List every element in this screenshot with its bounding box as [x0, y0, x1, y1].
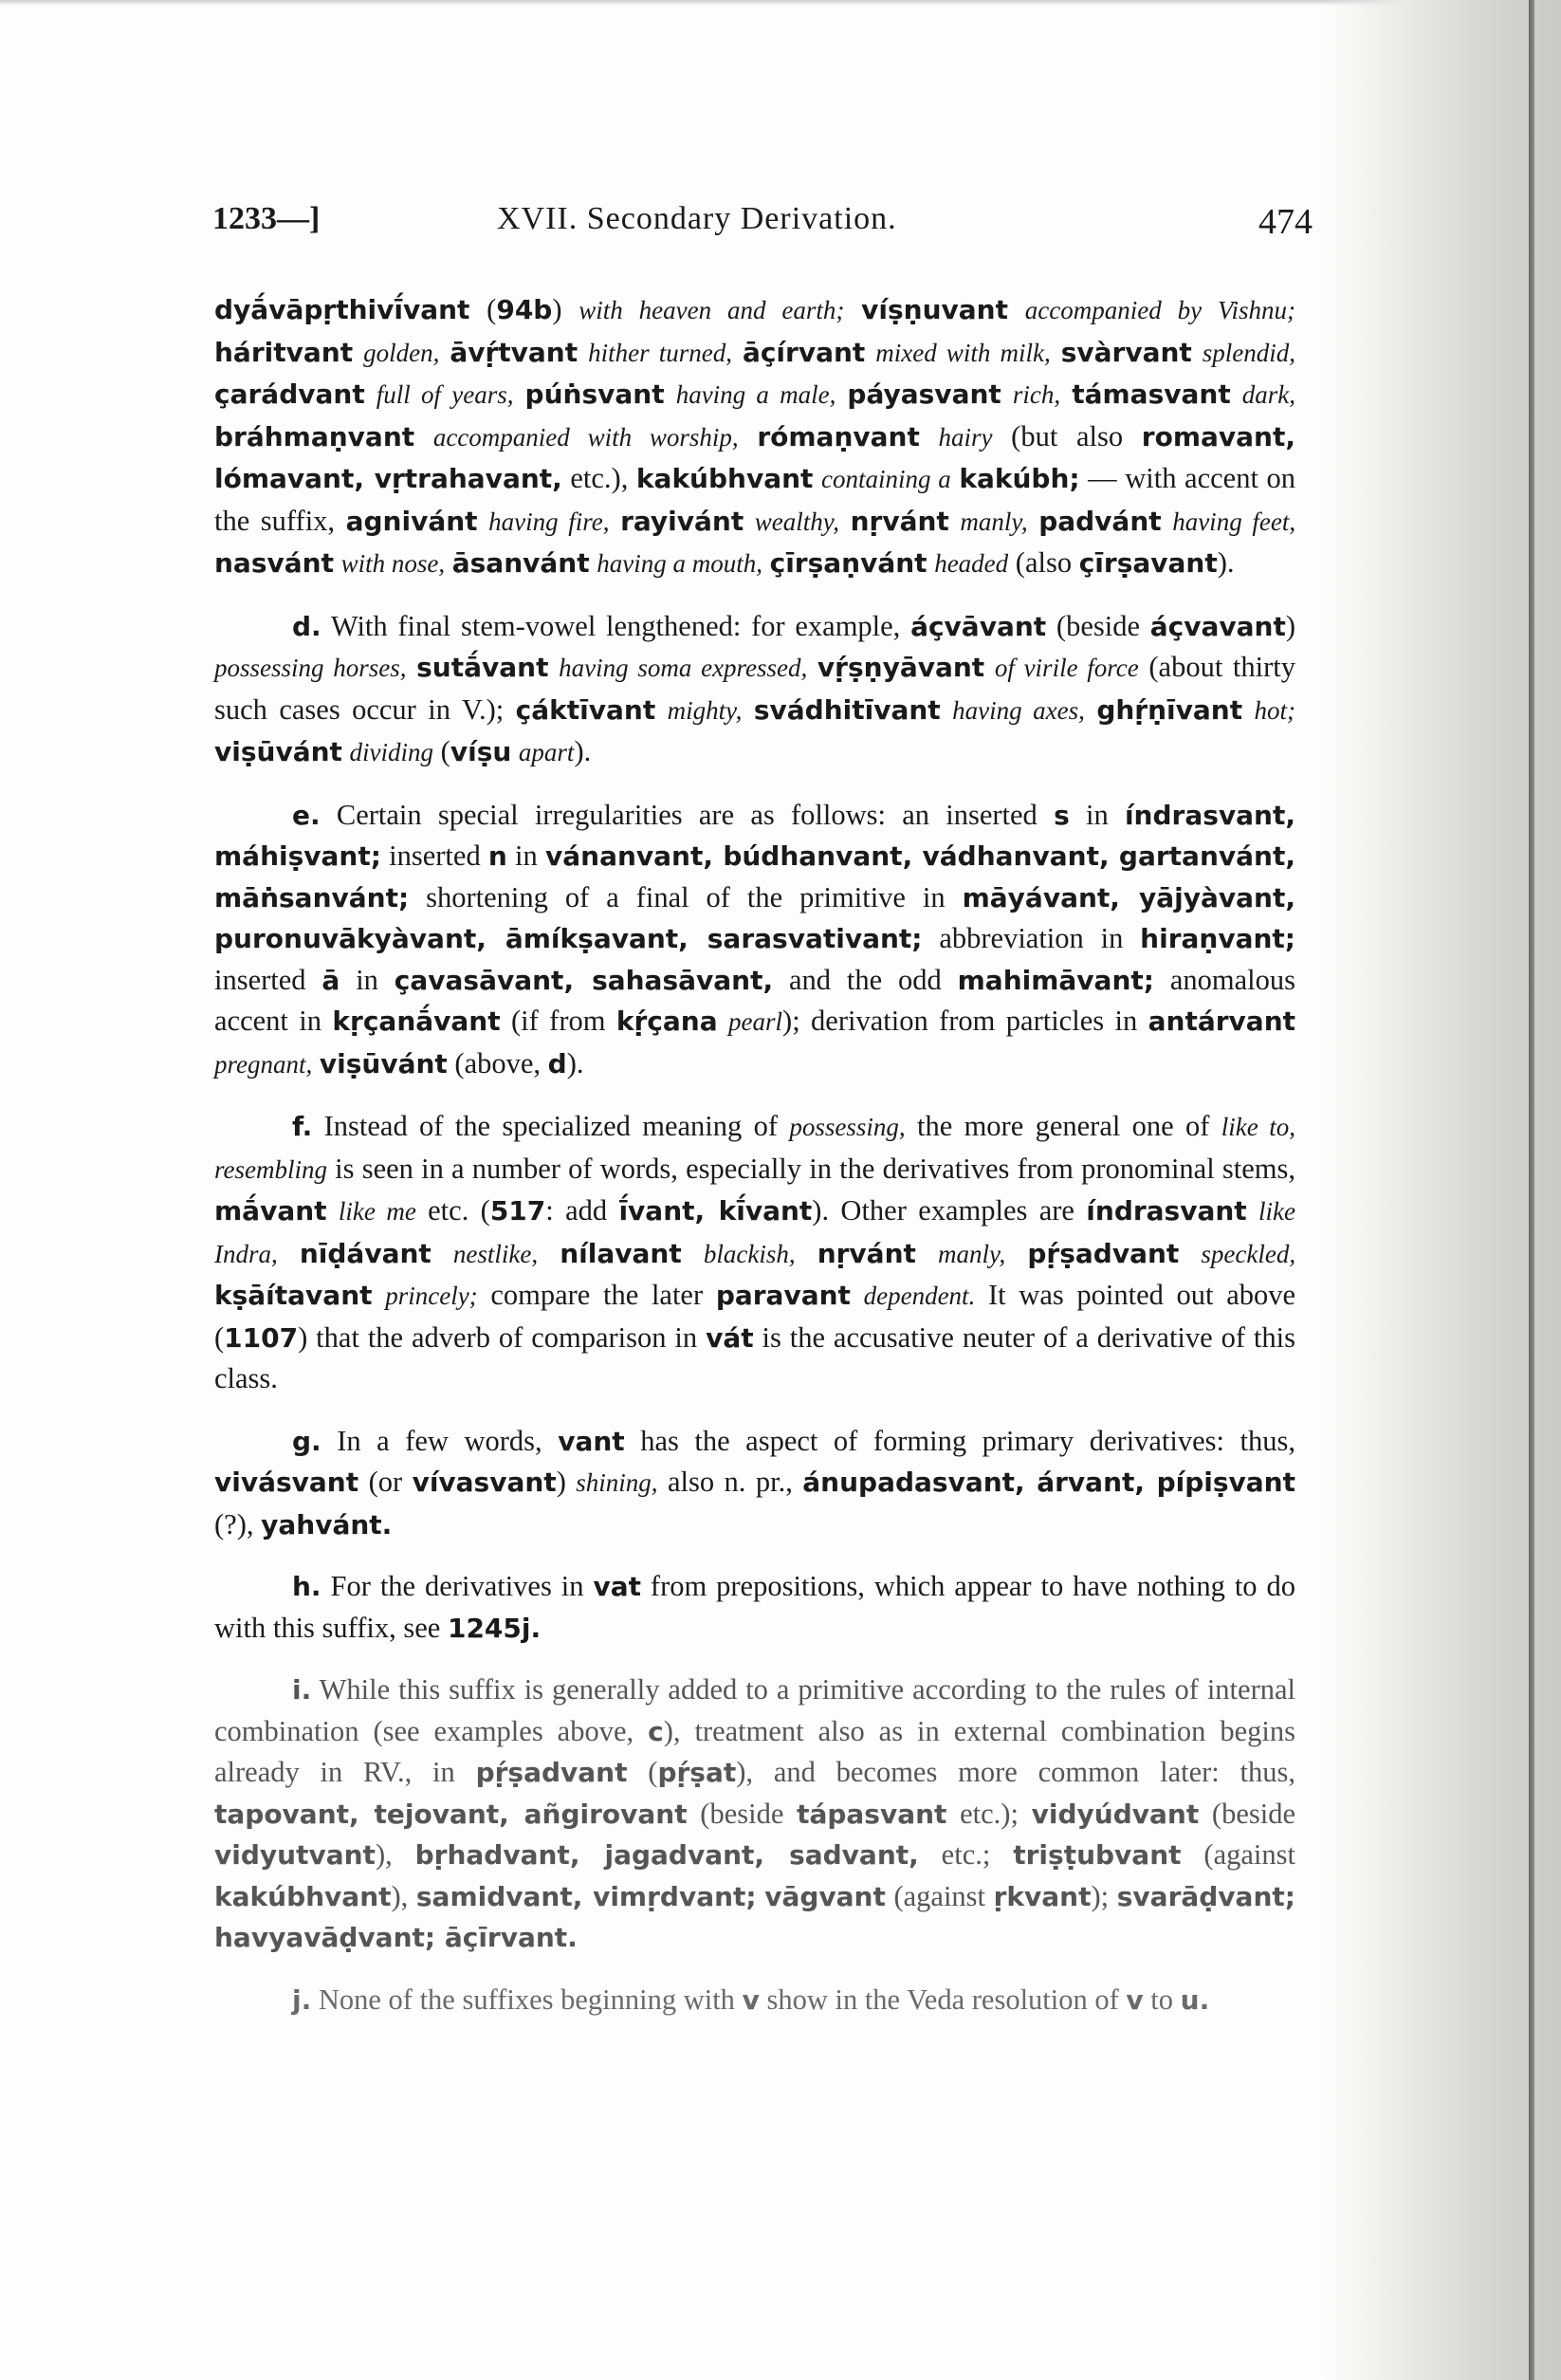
text-run: etc.),	[561, 462, 636, 494]
text-run: is seen in a number of words, especially in the derivatives from pronominal stems,	[326, 1152, 1295, 1185]
text-run	[1028, 505, 1039, 537]
sanskrit-term: hiraṇvant;	[1140, 923, 1296, 954]
sanskrit-term: kṛ́çana	[615, 1006, 718, 1037]
sanskrit-term: rayivánt	[620, 505, 744, 537]
text-run: Instead of the specialized meaning of	[312, 1110, 790, 1142]
text-run: )	[556, 1466, 577, 1498]
text-run	[916, 1237, 938, 1269]
text-run	[836, 378, 847, 410]
text-run	[1008, 293, 1025, 325]
sanskrit-term: vant	[558, 1425, 625, 1457]
text-run	[1192, 336, 1203, 368]
paragraph-label: g.	[292, 1425, 321, 1457]
sanskrit-term: vidyutvant	[214, 1839, 376, 1871]
sanskrit-term: bráhmaṇvant	[214, 420, 415, 452]
gloss: full of years,	[376, 380, 514, 409]
text-run: etc.);	[946, 1797, 1032, 1830]
sanskrit-term: 1245j.	[447, 1612, 542, 1644]
sanskrit-term: padvánt	[1038, 505, 1162, 537]
gloss: wealthy,	[754, 507, 840, 536]
gloss: having feet,	[1172, 507, 1296, 536]
sanskrit-term: pṛ́ṣadvant	[475, 1757, 628, 1788]
gloss: rich,	[1012, 380, 1061, 409]
text-run: compare the later	[477, 1279, 716, 1311]
sanskrit-term: páyasvant	[847, 378, 1001, 410]
gloss: dividing	[349, 738, 434, 766]
sanskrit-term: ánupadasvant, árvant, pípiṣvant	[802, 1467, 1295, 1498]
gloss: manly,	[938, 1239, 1006, 1268]
text-run: );	[1091, 1879, 1117, 1912]
text-run	[718, 1005, 728, 1037]
sanskrit-term: yahvánt.	[261, 1508, 393, 1541]
sanskrit-term: çīrṣaṇvánt	[769, 547, 927, 579]
sanskrit-term: víṣu	[450, 736, 512, 767]
gloss: mixed with milk,	[875, 338, 1051, 367]
text-run: (about thirty such cases occur in V.);	[214, 651, 1296, 726]
text-run	[655, 693, 667, 726]
sanskrit-term: svarāḍvant; havyavāḍvant; āçīrvant.	[214, 1880, 1295, 1953]
text-run: ), treatment also as in external combination begins already in RV., in	[214, 1714, 1295, 1788]
sanskrit-term: nṛvánt	[817, 1237, 916, 1269]
text-run	[1005, 1237, 1027, 1269]
sanskrit-term: nílavant	[560, 1237, 682, 1269]
gloss: splendid,	[1202, 338, 1296, 367]
text-run	[353, 336, 363, 368]
text-run: For the derivatives in	[321, 1570, 594, 1602]
text-run	[665, 378, 676, 410]
text-run	[327, 1194, 339, 1227]
text-run: (against	[885, 1879, 994, 1912]
text-run: is the accusative neuter of a derivative of this class.	[214, 1320, 1295, 1394]
sanskrit-term: romavant, lómavant, vṛtrahavant,	[214, 420, 1295, 494]
text-run	[373, 1279, 386, 1311]
text-run: ) that the adverb of comparison in	[298, 1320, 707, 1354]
sanskrit-term: āvṛ́tvant	[450, 336, 578, 368]
sanskrit-term: áçvāvant	[910, 610, 1047, 642]
text-run: Certain special irregularities are as follows: an inserted	[320, 798, 1055, 831]
text-run: ). Other examples are	[812, 1194, 1087, 1227]
text-run	[439, 336, 450, 368]
text-run: from prepositions, which appear to have nothing to do with this suffix, see	[214, 1570, 1295, 1644]
sanskrit-term: kakúbhvant	[635, 463, 814, 494]
gloss: like me	[338, 1197, 416, 1226]
gloss: pearl	[728, 1007, 783, 1036]
paragraph-label: j.	[292, 1983, 312, 2016]
text-run: ); derivation from particles in	[782, 1005, 1148, 1037]
gloss: accompanied with worship,	[432, 422, 739, 452]
text-run	[844, 293, 861, 325]
text-run: etc.;	[918, 1838, 1014, 1871]
sanskrit-term: triṣṭubvant	[1013, 1839, 1182, 1871]
gloss: having fire,	[488, 507, 610, 536]
text-run	[757, 1880, 765, 1912]
sanskrit-term: kṛçanā́vant	[332, 1006, 501, 1037]
text-run	[732, 336, 743, 368]
text-run	[1247, 1194, 1258, 1227]
gloss: containing a	[821, 465, 951, 493]
text-run	[578, 336, 588, 368]
text-run: ).	[1217, 546, 1235, 579]
text-run: : add	[545, 1194, 619, 1227]
text-run	[407, 651, 417, 683]
text-run	[762, 546, 770, 579]
text-run: (beside	[687, 1797, 798, 1830]
text-run: (?),	[214, 1507, 262, 1541]
sanskrit-term: nīḍávant	[299, 1237, 432, 1269]
text-run: (but also	[992, 419, 1142, 452]
text-run: (beside	[1199, 1797, 1295, 1830]
gloss: accompanied by Vishnu;	[1024, 296, 1295, 324]
text-run	[682, 1237, 704, 1269]
sanskrit-term: 94b	[496, 294, 553, 325]
sanskrit-term: índrasvant	[1086, 1195, 1247, 1227]
text-run: (above,	[447, 1046, 548, 1079]
sanskrit-term: támasvant	[1072, 378, 1231, 410]
text-run	[478, 505, 489, 537]
binding-edge	[1529, 0, 1534, 2380]
text-run: (if from	[500, 1005, 616, 1037]
text-run	[1051, 336, 1061, 368]
text-run	[839, 505, 851, 537]
sanskrit-term: dyā́vāpṛthivī́vant	[214, 294, 470, 325]
text-run	[342, 735, 350, 767]
text-run	[865, 336, 875, 368]
sanskrit-term: māyávant, yājyàvant, puronuvākyàvant, āmíkṣavant, sarasvativant;	[214, 881, 1296, 954]
gloss: mighty,	[667, 695, 743, 725]
text-run	[742, 693, 753, 726]
text-run: ), and becomes more common later: thus,	[736, 1756, 1295, 1788]
page-number: 474	[1258, 202, 1313, 242]
sanskrit-term: nṛvánt	[850, 505, 949, 537]
text-run	[807, 651, 817, 683]
sanskrit-term: viṣūvánt	[319, 1047, 448, 1079]
sanskrit-term: víṣṇuvant	[861, 294, 1009, 325]
gloss: having a mouth,	[597, 549, 762, 578]
sanskrit-term: bṛhadvant, jagadvant, sadvant,	[414, 1839, 919, 1871]
sanskrit-term: viṣūvánt	[214, 736, 342, 767]
paragraph-label: e.	[292, 799, 321, 831]
sanskrit-term: tapovant, tejovant, añgirovant	[214, 1798, 688, 1830]
gloss: with heaven and earth;	[578, 296, 845, 324]
text-run	[278, 1237, 300, 1269]
sanskrit-term: kṣāítavant	[214, 1280, 373, 1311]
sanskrit-term: antárvant	[1148, 1006, 1296, 1037]
body-text	[214, 289, 1295, 2041]
binding-gutter	[1324, 0, 1561, 2380]
paragraph-label: i.	[292, 1674, 312, 1706]
gloss: dependent.	[863, 1282, 976, 1310]
section-reference: 1233—]	[212, 201, 321, 236]
text-run	[941, 693, 952, 726]
sanskrit-term: ghṛ́ṇīvant	[1096, 693, 1243, 726]
text-run: (	[469, 293, 497, 325]
text-run	[739, 420, 758, 452]
text-run	[538, 1237, 560, 1269]
sanskrit-term: çavasāvant, sahasāvant,	[394, 964, 774, 996]
paragraph-label: d.	[292, 610, 321, 642]
sanskrit-term: mā́vant	[214, 1195, 327, 1227]
text-run: has the aspect of forming primary derivatives: thus,	[624, 1424, 1295, 1457]
gloss: having axes,	[952, 695, 1085, 725]
chapter-title: XVII. Secondary Derivation.	[497, 201, 897, 236]
sanskrit-term: púṅsvant	[524, 378, 665, 410]
text-run: (also	[1008, 546, 1079, 579]
sanskrit-term: rómaṇvant	[757, 420, 920, 452]
text-run	[432, 1237, 453, 1269]
sanskrit-term: sutā́vant	[416, 652, 549, 683]
sanskrit-term: āçírvant	[742, 336, 866, 368]
running-header	[212, 201, 1313, 249]
text-run: anomalous accent in	[214, 963, 1295, 1037]
gloss: speckled,	[1201, 1239, 1296, 1268]
text-run	[1179, 1237, 1201, 1269]
sanskrit-term: 517	[489, 1195, 546, 1227]
text-run	[920, 420, 939, 452]
sanskrit-term: çīrṣavant	[1078, 547, 1218, 579]
sanskrit-term: vívasvant	[412, 1467, 557, 1498]
sanskrit-term: çarádvant	[214, 378, 365, 410]
gloss: hither turned,	[588, 338, 732, 367]
sanskrit-term: pṛ́ṣadvant	[1027, 1237, 1180, 1269]
text-run	[949, 505, 961, 537]
sanskrit-term: vivásvant	[214, 1467, 359, 1498]
text-run: to	[1143, 1983, 1181, 2016]
text-run	[1242, 693, 1254, 726]
gloss: hairy	[938, 422, 993, 452]
sanskrit-term: svàrvant	[1060, 336, 1192, 368]
text-run	[414, 420, 433, 452]
text-run	[1231, 378, 1242, 410]
gloss: blackish,	[703, 1239, 796, 1268]
text-run: )	[1285, 609, 1296, 642]
gloss: shining,	[576, 1468, 658, 1497]
text-run	[984, 651, 995, 683]
sanskrit-term: kakúbh;	[959, 463, 1080, 494]
sanskrit-term: vat	[593, 1571, 641, 1602]
gloss: nestlike,	[452, 1239, 539, 1268]
text-run: (against	[1181, 1838, 1295, 1871]
sanskrit-term: d	[547, 1047, 567, 1079]
text-run: in	[506, 839, 545, 872]
gloss: pregnant,	[214, 1049, 313, 1079]
sanskrit-term: c	[648, 1715, 664, 1747]
text-run: in	[1069, 798, 1125, 831]
text-run: ).	[574, 735, 592, 767]
text-run: shortening of a final of the primitive in	[409, 880, 963, 913]
text-run: ),	[375, 1838, 415, 1871]
text-run: inserted	[214, 963, 322, 996]
text-run: abbreviation in	[922, 922, 1141, 954]
paragraph-e	[214, 795, 1295, 1086]
text-run: — with accent on the suffix,	[214, 462, 1296, 537]
text-run: inserted	[380, 839, 488, 872]
sanskrit-term: kakúbhvant	[214, 1880, 392, 1912]
sanskrit-term: n	[487, 840, 507, 872]
text-run	[796, 1237, 817, 1269]
gloss: like Indra,	[214, 1197, 1296, 1268]
text-run: also n. pr.,	[657, 1466, 803, 1498]
sanskrit-term: ī́vant, kī́vant	[618, 1195, 813, 1227]
sanskrit-term: samidvant, vimṛdvant;	[415, 1880, 757, 1912]
text-run: (beside	[1046, 609, 1150, 642]
sanskrit-term: tápasvant	[797, 1798, 947, 1830]
gloss: apart	[518, 738, 575, 766]
paragraph-f	[214, 1106, 1295, 1400]
gloss: headed	[934, 549, 1009, 578]
text-run	[813, 462, 821, 494]
paragraph-label: h.	[292, 1571, 321, 1602]
text-run: etc. (	[415, 1194, 490, 1227]
paragraph-h	[214, 1566, 1295, 1649]
text-run: and the odd	[773, 963, 958, 996]
text-run	[744, 505, 755, 537]
gloss: dark,	[1241, 380, 1296, 409]
paragraph-label: f.	[292, 1111, 313, 1142]
sanskrit-term: vánanvant, búdhanvant, vádhanvant, gartanvánt, māṅsanvánt;	[214, 840, 1295, 913]
text-run	[445, 546, 452, 579]
sanskrit-term: vidyúdvant	[1031, 1798, 1200, 1830]
paragraph-j	[214, 1980, 1295, 2021]
text-run	[334, 546, 341, 579]
sanskrit-term: índrasvant, máhiṣvant;	[214, 799, 1295, 872]
text-run	[548, 651, 559, 683]
text-run: While this suffix is generally added to a primitive according to the rules of internal combination (see examples above,	[214, 1673, 1295, 1747]
sanskrit-term: áçvavant	[1149, 610, 1286, 642]
sanskrit-term: svádhitīvant	[753, 693, 941, 726]
sanskrit-term: ṛkvant	[993, 1880, 1092, 1912]
gloss: manly,	[960, 507, 1028, 536]
text-run: (	[433, 735, 450, 767]
sanskrit-term: vṛ́ṣṇyāvant	[817, 652, 985, 683]
text-run: None of the suffixes beginning with	[311, 1983, 743, 2016]
text-run: ).	[566, 1046, 584, 1079]
text-run	[365, 378, 376, 410]
sanskrit-term: ā	[321, 964, 340, 996]
sanskrit-term: v	[1126, 1983, 1144, 2016]
text-run	[312, 1047, 320, 1079]
gloss: golden,	[363, 338, 440, 367]
text-run	[851, 1279, 864, 1311]
text-run: show in the Veda resolution of	[759, 1983, 1127, 2016]
gloss: having soma expressed,	[559, 654, 808, 682]
paragraph-d	[214, 606, 1295, 774]
sanskrit-term: 1107	[224, 1321, 299, 1354]
sanskrit-term: çáktīvant	[515, 693, 656, 726]
text-run: ),	[391, 1879, 416, 1912]
text-run	[1162, 505, 1173, 537]
sanskrit-term: agnivánt	[345, 505, 478, 537]
text-run	[1060, 378, 1072, 410]
gloss: like to, resembling	[214, 1113, 1295, 1184]
text-run: in	[340, 963, 395, 996]
text-run	[1085, 693, 1096, 726]
gloss: possessing horses,	[214, 654, 407, 682]
sanskrit-term: vāgvant	[764, 1880, 886, 1912]
paragraph-i	[214, 1670, 1295, 1959]
sanskrit-term: vát	[706, 1321, 754, 1354]
text-run	[513, 378, 524, 410]
sanskrit-term: mahimāvant;	[957, 964, 1154, 996]
text-run	[1001, 378, 1013, 410]
sanskrit-term: háritvant	[214, 336, 354, 368]
sanskrit-term: nasvánt	[214, 547, 334, 579]
text-run	[511, 735, 519, 767]
text-run: In a few words,	[321, 1424, 559, 1457]
text-run: It was pointed out above (	[214, 1279, 1296, 1354]
text-run: )	[552, 293, 579, 325]
sanskrit-term: āsanvánt	[451, 547, 590, 579]
gloss: princely;	[385, 1282, 478, 1310]
paragraph-g	[214, 1421, 1295, 1546]
gloss: with nose,	[340, 549, 446, 578]
sanskrit-term: paravant	[715, 1280, 851, 1311]
text-run: the more general one of	[905, 1110, 1221, 1142]
text-run: (	[627, 1756, 658, 1788]
sanskrit-term: s	[1054, 799, 1070, 831]
sanskrit-term: v	[742, 1983, 760, 2016]
gloss: having a male,	[675, 380, 836, 409]
gloss: possessing,	[789, 1113, 906, 1141]
text-run: (or	[358, 1466, 413, 1498]
sanskrit-term: u.	[1180, 1983, 1210, 2016]
text-run: With final stem-vowel lengthened: for example,	[321, 609, 911, 642]
gloss: hot;	[1254, 695, 1296, 725]
text-run	[610, 505, 621, 537]
gloss: of virile force	[994, 654, 1139, 682]
paragraph-continued	[214, 289, 1295, 585]
sanskrit-term: pṛ́ṣat	[657, 1757, 737, 1788]
